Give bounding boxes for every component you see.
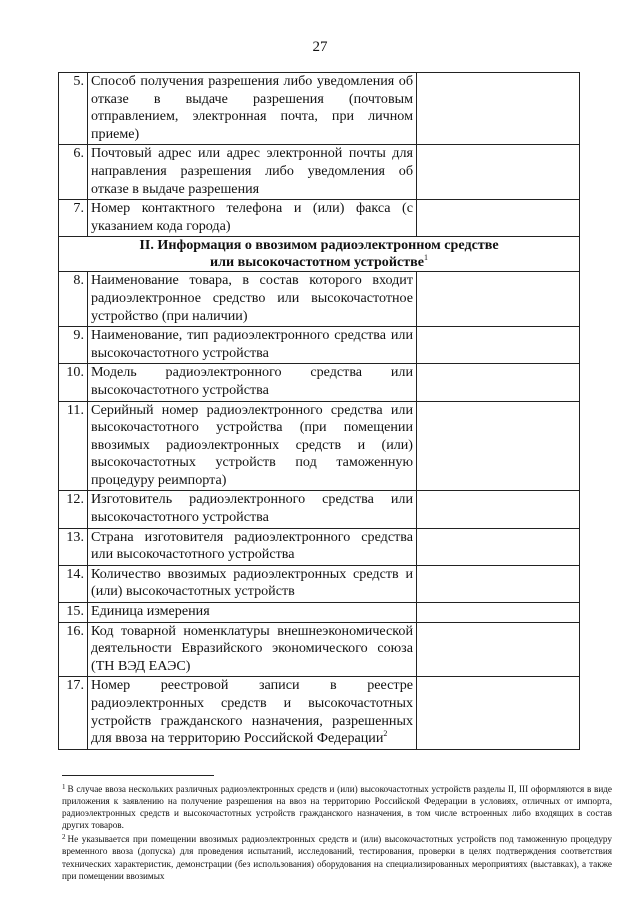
row-value-field[interactable] — [417, 622, 580, 677]
row-value-field[interactable] — [417, 565, 580, 602]
row-description-text: Серийный номер радиоэлектронного средства или высокочастотного устройства (при помещении ввозимых радиоэлектронных средств и (или) высокочастотных устройств под таможенную процедуру реимпорта) — [91, 401, 413, 488]
row-description-text: Количество ввозимых радиоэлектронных средств и (или) высокочастотных устройств — [91, 565, 413, 600]
row-description — [88, 272, 417, 327]
row-description-text: Изготовитель радиоэлектронного средства или высокочастотного устройства — [91, 491, 413, 526]
form-section-part1 — [59, 73, 580, 237]
row-description — [88, 364, 417, 401]
row-number: 15. — [59, 603, 88, 623]
form-row — [59, 73, 580, 145]
row-value-field[interactable] — [417, 145, 580, 200]
footnote-2 — [62, 831, 612, 881]
row-number: 14. — [59, 565, 88, 602]
row-description-text: Код товарной номенклатуры внешнеэкономической деятельности Евразийского экономического союза (ТН ВЭД ЕАЭС) — [91, 622, 413, 674]
row-number: 5. — [59, 73, 88, 145]
row-description — [88, 491, 417, 528]
row-description — [88, 677, 417, 749]
row-description-text: Почтовый адрес или адрес электронной почты для направления разрешения либо уведомления об отказе в выдаче разрешения — [91, 145, 413, 197]
row-value-field[interactable] — [417, 491, 580, 528]
row-number: 8. — [59, 272, 88, 327]
section-header-row — [59, 237, 580, 272]
row-description — [88, 145, 417, 200]
form-row — [59, 364, 580, 401]
row-number: 16. — [59, 622, 88, 677]
row-description-text: Страна изготовителя радиоэлектронного средства или высокочастотного устройства — [91, 528, 413, 563]
row-number: 6. — [59, 145, 88, 200]
row-description — [88, 401, 417, 491]
form-row — [59, 272, 580, 327]
row-description-text: Номер реестровой записи в реестре радиоэлектронных средств и высокочастотных устройств гражданского назначения, разрешенных для ввоза на территорию Российской Федерации — [91, 677, 413, 747]
row-number: 17. — [59, 677, 88, 749]
footnote-1 — [62, 781, 612, 831]
footnote-mark: 1 — [62, 783, 66, 791]
row-description-text: Номер контактного телефона и (или) факса (с указанием кода города) — [91, 200, 413, 234]
row-description — [88, 622, 417, 677]
form-row — [59, 491, 580, 528]
form-row — [59, 603, 580, 623]
footnote-ref-2[interactable]: 2 — [383, 729, 388, 739]
form-row — [59, 565, 580, 602]
row-description — [88, 565, 417, 602]
row-description — [88, 327, 417, 364]
form-row — [59, 528, 580, 565]
section-header-group — [59, 237, 580, 272]
form-row — [59, 622, 580, 677]
row-description-text: Единица измерения — [91, 603, 210, 620]
form-row — [59, 200, 580, 237]
row-value-field[interactable] — [417, 73, 580, 145]
footnote-ref-1[interactable]: 1 — [424, 253, 428, 263]
row-value-field[interactable] — [417, 603, 580, 623]
row-description-text: Наименование товара, в состав которого входит радиоэлектронное средство или высокочастотное устройство (при наличии) — [91, 272, 413, 324]
row-number: 11. — [59, 401, 88, 491]
row-description-text: Модель радиоэлектронного средства или высокочастотного устройства — [91, 364, 413, 398]
row-value-field[interactable] — [417, 200, 580, 237]
row-number: 10. — [59, 364, 88, 401]
row-number: 9. — [59, 327, 88, 364]
section-title-line2: или высокочастотном устройстве — [209, 254, 424, 271]
row-number: 12. — [59, 491, 88, 528]
footnote-text: Не указывается при помещении ввозимых радиоэлектронных средств и (или) высокочастотных устройств под таможенную процедуру временного ввоза (допуска) для проведения испытаний, исследований, тестирования, проверки в целях подтверждения соответствия технических характеристик, демонстрации (без использования) оборудования на специализированных мероприятиях (выставках), а также при помещении ввозимых — [62, 834, 612, 881]
row-value-field[interactable] — [417, 401, 580, 491]
footnotes — [62, 781, 612, 882]
form-section-part2 — [59, 272, 580, 749]
footnote-mark: 2 — [62, 833, 66, 842]
section-title-line1: II. Информация о ввозимом радиоэлектронном средстве — [139, 237, 499, 254]
footnote-text: В случае ввоза нескольких различных радиоэлектронных средств и (или) высокочастотных устройств разделы II, III оформляются в виде приложения к заявлению на получение разрешения на ввоз на территорию Российской Федерации в условиях, отличных от импорта, радиоэлектронных средств и высокочастотных устройств гражданского назначения, в том числе встроенных либо входящих в состав других товаров. — [62, 784, 612, 831]
section-title-line2-wrap — [67, 254, 571, 271]
row-description-text: Наименование, тип радиоэлектронного средства или высокочастотного устройства — [91, 327, 413, 361]
row-number: 13. — [59, 528, 88, 565]
row-description — [88, 200, 417, 237]
row-value-field[interactable] — [417, 272, 580, 327]
form-row — [59, 401, 580, 491]
row-number: 7. — [59, 200, 88, 237]
row-description — [88, 603, 417, 623]
row-value-field[interactable] — [417, 327, 580, 364]
row-value-field[interactable] — [417, 364, 580, 401]
section-header-cell — [59, 237, 580, 272]
form-row — [59, 327, 580, 364]
row-value-field[interactable] — [417, 528, 580, 565]
row-value-field[interactable] — [417, 677, 580, 749]
row-description — [88, 528, 417, 565]
form-row — [59, 145, 580, 200]
footnote-separator — [62, 775, 214, 776]
page-number: 27 — [312, 39, 328, 55]
form-row — [59, 677, 580, 749]
row-description — [88, 73, 417, 145]
row-description-text: Способ получения разрешения либо уведомления об отказе в выдаче разрешения (почтовым отправлением, электронная почта, при личном приеме) — [91, 73, 413, 142]
application-form-table — [58, 72, 580, 750]
